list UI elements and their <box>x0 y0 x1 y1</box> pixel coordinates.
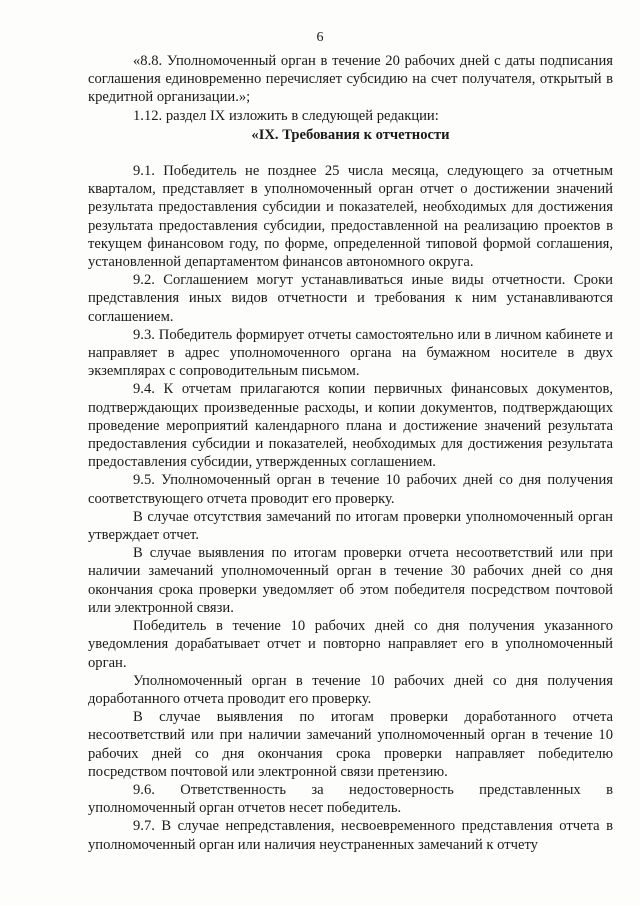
paragraph-remarks-found: В случае выявления по итогам проверки отчета несоответствий или при наличии замечаний уполномоченный орган в течение 30 рабочих дней со дня окончания срока проверки уведомляет об этом победителя посредством почтовой или электронной связи. <box>88 545 613 616</box>
paragraph-9-4: 9.4. К отчетам прилагаются копии первичных финансовых документов, подтверждающих произведенные расходы, и копии документов, подтверждающих проведение мероприятий календарного плана и достижение значений результата предоставления субсидии и показателей, необходимых для достижения результата предоставления субсидии, утвержденных соглашением. <box>88 381 613 471</box>
paragraph-9-3: 9.3. Победитель формирует отчеты самостоятельно или в личном кабинете и направляет в адрес уполномоченного органа на бумажном носителе в двух экземплярах с сопроводительным письмом. <box>88 326 613 380</box>
paragraph-rework: Победитель в течение 10 рабочих дней со дня получения указанного уведомления дорабатывает отчет и повторно направляет его в уполномоченный орган. <box>88 618 613 671</box>
paragraph-9-2: 9.2. Соглашением могут устанавливаться иные виды отчетности. Сроки представления иных видов отчетности и требования к ним устанавливаются соглашением. <box>88 272 613 325</box>
paragraph-9-6: 9.6. Ответственность за недостоверность представленных в уполномоченный орган отчетов несет победитель. <box>88 781 613 817</box>
paragraph-9-7: 9.7. В случае непредставления, несвоевременного представления отчета в уполномоченный орган или наличия неустраненных замечаний к отчету <box>88 818 613 853</box>
document-body <box>88 52 613 854</box>
paragraph-8-8: «8.8. Уполномоченный орган в течение 20 рабочих дней с даты подписания соглашения единовременно перечисляет субсидию на счет получателя, открытый в кредитной организации.»; <box>88 53 613 106</box>
paragraph-no-remarks: В случае отсутствия замечаний по итогам проверки уполномоченный орган утверждает отчет. <box>88 508 613 544</box>
paragraph-claim: В случае выявления по итогам проверки доработанного отчета несоответствий или при наличии замечаний уполномоченный орган в течение 10 рабочих дней со дня окончания срока проверки направляет победителю посредством почтовой или электронной связи претензию. <box>88 709 613 780</box>
section-heading: «IX. Требования к отчетности <box>251 126 450 143</box>
paragraph-9-5: 9.5. Уполномоченный орган в течение 10 рабочих дней со дня получения соответствующего отчета проводит его проверку. <box>88 472 613 507</box>
paragraph-recheck: Уполномоченный орган в течение 10 рабочих дней со дня получения доработанного отчета проводит его проверку. <box>88 672 613 707</box>
paragraph-1-12: 1.12. раздел IX изложить в следующей редакции: <box>133 107 439 124</box>
paragraph-9-1: 9.1. Победитель не позднее 25 числа месяца, следующего за отчетным кварталом, представляет в уполномоченный орган отчет о достижении значений результата предоставления субсидии и показателей, необходимых для достижения результата предоставления субсидии, предоставленной на реализацию проектов в текущем финансовом году, по форме, определенной типовой формой соглашения, установленной департаментом финансов автономного округа. <box>88 163 613 271</box>
page-number: 6 <box>316 30 324 45</box>
